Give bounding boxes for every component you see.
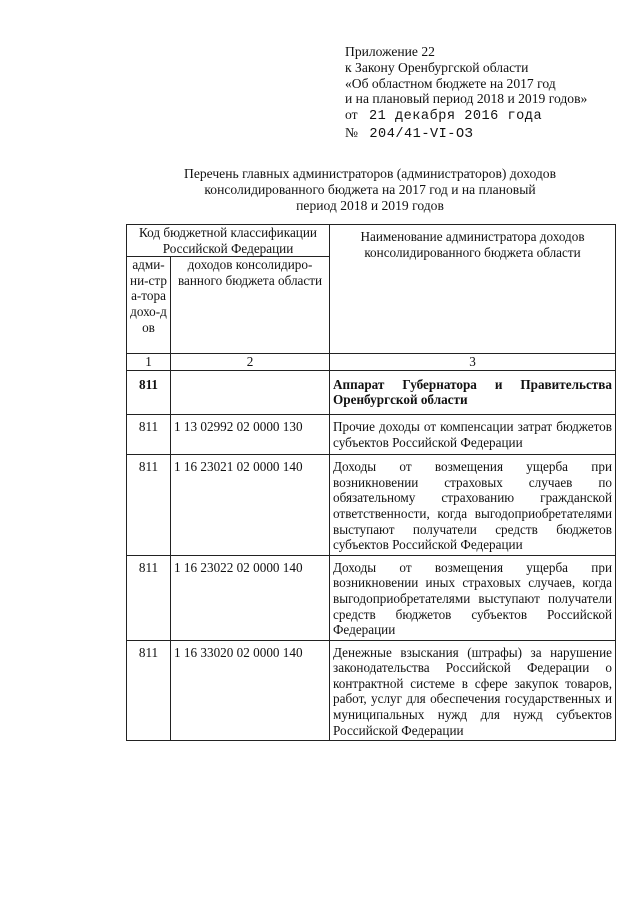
table-row — [127, 370, 616, 414]
admin-name: Прочие доходы от компенсации затрат бюджетов субъектов Российской Федерации — [330, 414, 616, 454]
title-line: период 2018 и 2019 годов — [296, 198, 444, 213]
annex-line: Приложение 22 — [345, 44, 435, 59]
income-code: 1 16 23022 02 0000 140 — [171, 555, 330, 640]
annex-line: к Закону Оренбургской области — [345, 59, 529, 75]
annex-line: «Об областном бюджете на 2017 год — [345, 75, 556, 91]
table-row — [127, 555, 616, 640]
title-line: консолидированного бюджета на 2017 год и на плановый — [204, 182, 536, 197]
annex-date — [345, 107, 587, 125]
header-admin: адми-ни-стра-тора дохо-дов — [127, 257, 171, 354]
admin-name: Доходы от возмещения ущерба при возникновении страховых случаев по обязательному страхованию гражданской ответственности, когда выгодоприобретателями выступают получатели средств бюджетов субъектов Российской Федерации — [330, 455, 616, 556]
column-number: 3 — [330, 354, 616, 371]
income-code: 1 16 33020 02 0000 140 — [171, 640, 330, 741]
number-value: 204/41-VI-OЗ — [369, 126, 474, 142]
table-header-row — [127, 225, 616, 257]
administrators-table — [126, 224, 616, 741]
income-code — [171, 370, 330, 414]
admin-code: 811 — [127, 414, 171, 454]
document-title — [160, 166, 580, 214]
header-income: доходов консолидиро-ванного бюджета области — [171, 257, 330, 354]
admin-code: 811 — [127, 370, 171, 414]
title-line: Перечень главных администраторов (администраторов) доходов — [184, 166, 556, 181]
table-row — [127, 640, 616, 741]
column-number: 1 — [127, 354, 171, 371]
annex-line: и на плановый период 2018 и 2019 годов» — [345, 91, 588, 107]
annex-number — [345, 125, 587, 143]
column-number-row — [127, 354, 616, 371]
admin-name: Доходы от возмещения ущерба при возникновении иных страховых случаев, когда выгодоприобретателями выступают получатели средств бюджетов субъектов Российской Федерации — [330, 555, 616, 640]
admin-code: 811 — [127, 640, 171, 741]
annex-header — [345, 44, 587, 143]
admin-name: Денежные взыскания (штрафы) за нарушение законодательства Российской Федерации о контрактной системе в сфере закупок товаров, работ, услуг для обеспечения государственных и муниципальных нужд для нужд субъектов Российской Федерации — [330, 640, 616, 741]
table-row — [127, 414, 616, 454]
income-code: 1 16 23021 02 0000 140 — [171, 455, 330, 556]
admin-code: 811 — [127, 555, 171, 640]
admin-code: 811 — [127, 455, 171, 556]
header-code: Код бюджетной классификации Российской Федерации — [127, 225, 330, 257]
table-row — [127, 455, 616, 556]
header-name: Наименование администратора доходов консолидированного бюджета области — [330, 225, 616, 354]
column-number: 2 — [171, 354, 330, 371]
date-prefix: от — [345, 107, 358, 123]
number-prefix: № — [345, 124, 358, 140]
date-value: 21 декабря 2016 года — [368, 109, 543, 125]
income-code: 1 13 02992 02 0000 130 — [171, 414, 330, 454]
admin-name: Аппарат Губернатора и Правительства Оренбургской области — [330, 370, 616, 414]
